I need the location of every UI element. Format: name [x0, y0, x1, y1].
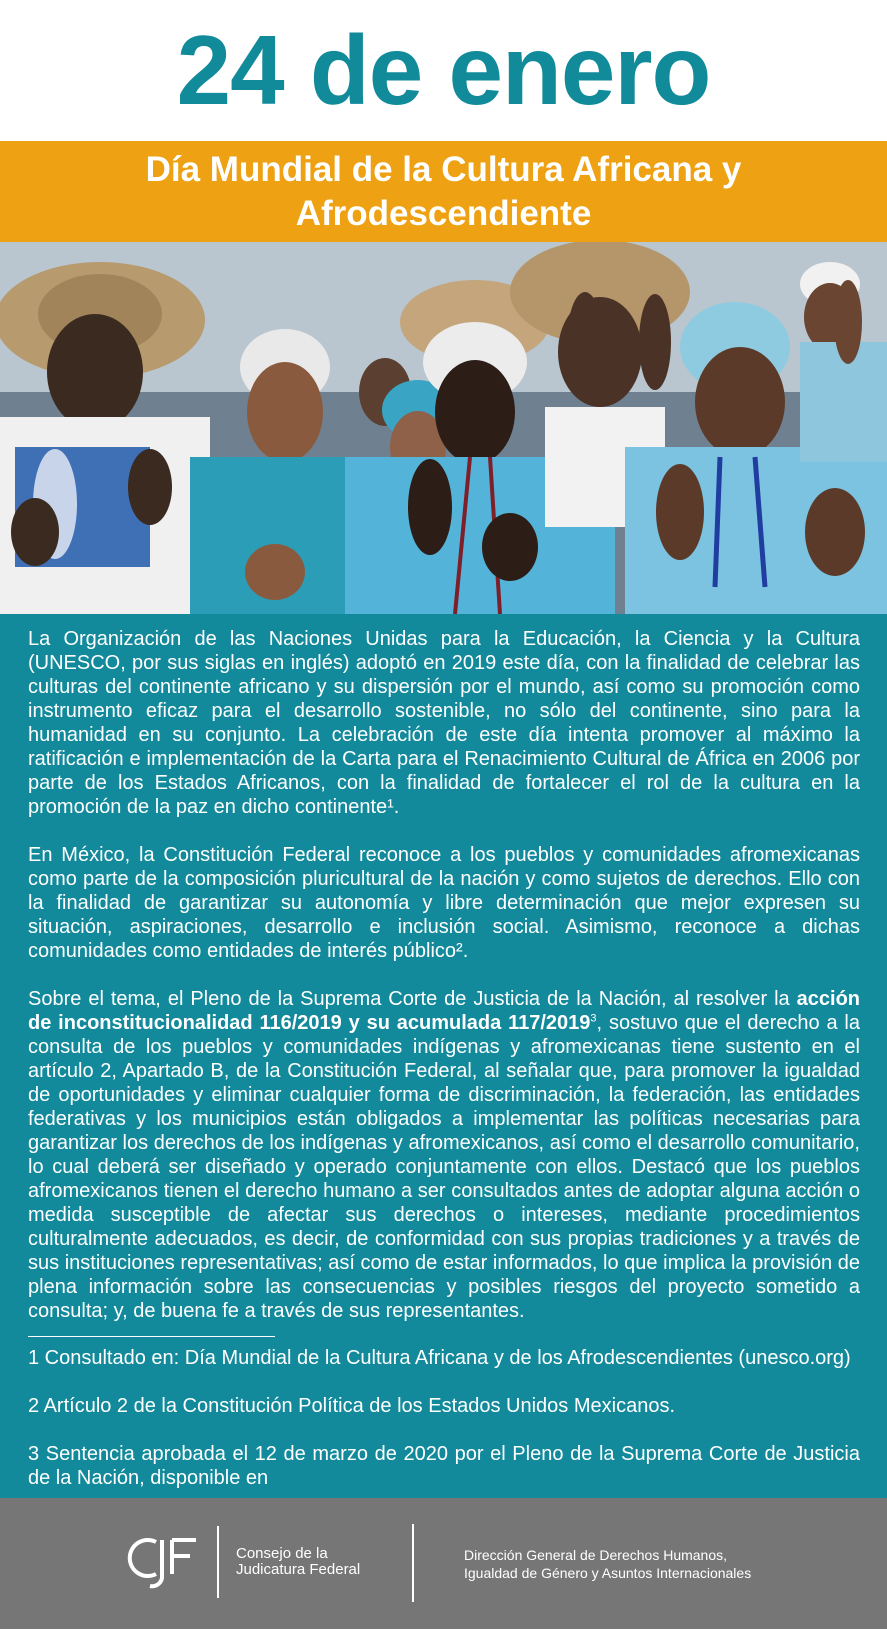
paragraph-scjn-start: Sobre el tema, el Pleno de la Suprema Corte de Justicia de la Nación, al resolver la: [28, 988, 797, 1010]
footer-divider: [412, 1524, 414, 1602]
cjf-logo-text: [236, 1546, 360, 1578]
banner-title-line2: Afrodescendiente: [295, 193, 592, 233]
date-title: 24 de enero: [176, 15, 711, 125]
dept-line1: Dirección General de Derechos Humanos,: [464, 1547, 728, 1563]
footnote-ref-3: 3: [590, 1012, 597, 1025]
footnote-divider: [28, 1336, 275, 1337]
dept-line2: Igualdad de Género y Asuntos Internacionales: [464, 1565, 752, 1581]
footnote-3: 3 Sentencia aprobada el 12 de marzo de 2020 por el Pleno de la Suprema Corte de Justicia de la Nación, disponible en: [28, 1443, 860, 1489]
footnote-1: 1 Consultado en: Día Mundial de la Cultura Africana y de los Afrodescendientes (unesco.org): [28, 1347, 851, 1369]
banner-title-line1: Día Mundial de la Cultura Africana y: [145, 149, 742, 189]
cjf-logo-icon: [126, 1528, 198, 1594]
article-body: [0, 614, 887, 1498]
paragraph-scjn-bold: acción de inconstitucionalidad 116/2019 y su acumulada 117/2019: [28, 988, 860, 1034]
department-name: [464, 1546, 751, 1582]
footnote-2: 2 Artículo 2 de la Constitución Política de los Estados Unidos Mexicanos.: [28, 1395, 676, 1417]
logo-line2: Judicatura Federal: [236, 1561, 361, 1578]
footer: [0, 1498, 887, 1629]
paragraph-unesco: La Organización de las Naciones Unidas para la Educación, la Ciencia y la Cultura (UNESCO, por sus siglas en inglés) adoptó en 2019 este día, con la finalidad de celebrar las culturas del continente africano y su dispersión por el mundo, así como su promoción como instrumento eficaz para el desarrollo sostenible, no sólo del continente, sino para la humanidad en su conjunto. La celebración de este día intenta promover al máximo la ratificación e implementación de la Carta para el Renacimiento Cultural de África en 2006 por parte de los Estados Africanos, con la finalidad de fortalecer el rol de la cultura en la promoción de la paz en dicho continente¹.: [28, 628, 860, 818]
paragraph-mexico: En México, la Constitución Federal reconoce a los pueblos y comunidades afromexicanas como parte de la composición pluricultural de la nación y como sujetos de derechos. Ello con la finalidad de garantizar su autonomía y libre determinación que mejor expresen su situación, aspiraciones, desarrollo e inclusión social. Asimismo, reconoce a dichas comunidades como entidades de interés público².: [28, 844, 860, 962]
title-banner: [0, 141, 887, 242]
logo-line1: Consejo de la: [236, 1545, 328, 1562]
logo-divider: [217, 1526, 219, 1598]
paragraph-scjn-end: , sostuvo que el derecho a la consulta de los pueblos y comunidades indígenas y afromexicanas tiene sustento en el artículo 2, Apartado B, de la Constitución Federal, al señalar que, para promover la igualdad de oportunidades y eliminar cualquier forma de discriminación, la federación, las entidades federativas y los municipios están obligados a implementar las políticas necesarias para garantizar los derechos de los indígenas y afromexicanos, así como el desarrollo comunitario, lo cual deberá ser diseñado y operado conjuntamente con ellos. Destacó que los pueblos afromexicanos tienen el derecho humano a ser consultados antes de adoptar alguna acción o medida susceptible de afectar sus derechos o intereses, mediante procedimientos culturalmente adecuados, es decir, de conformidad con sus propias tradiciones y a través de sus instituciones representativas; así como de estar informados, lo que implica la provisión de plena información sobre las consecuencias y posibles riesgos del proyecto sometido a consulta; y, de buena fe a través de sus representantes.: [28, 1012, 860, 1322]
paragraph-scjn: [28, 987, 860, 1323]
group-photo-image: [0, 242, 887, 614]
